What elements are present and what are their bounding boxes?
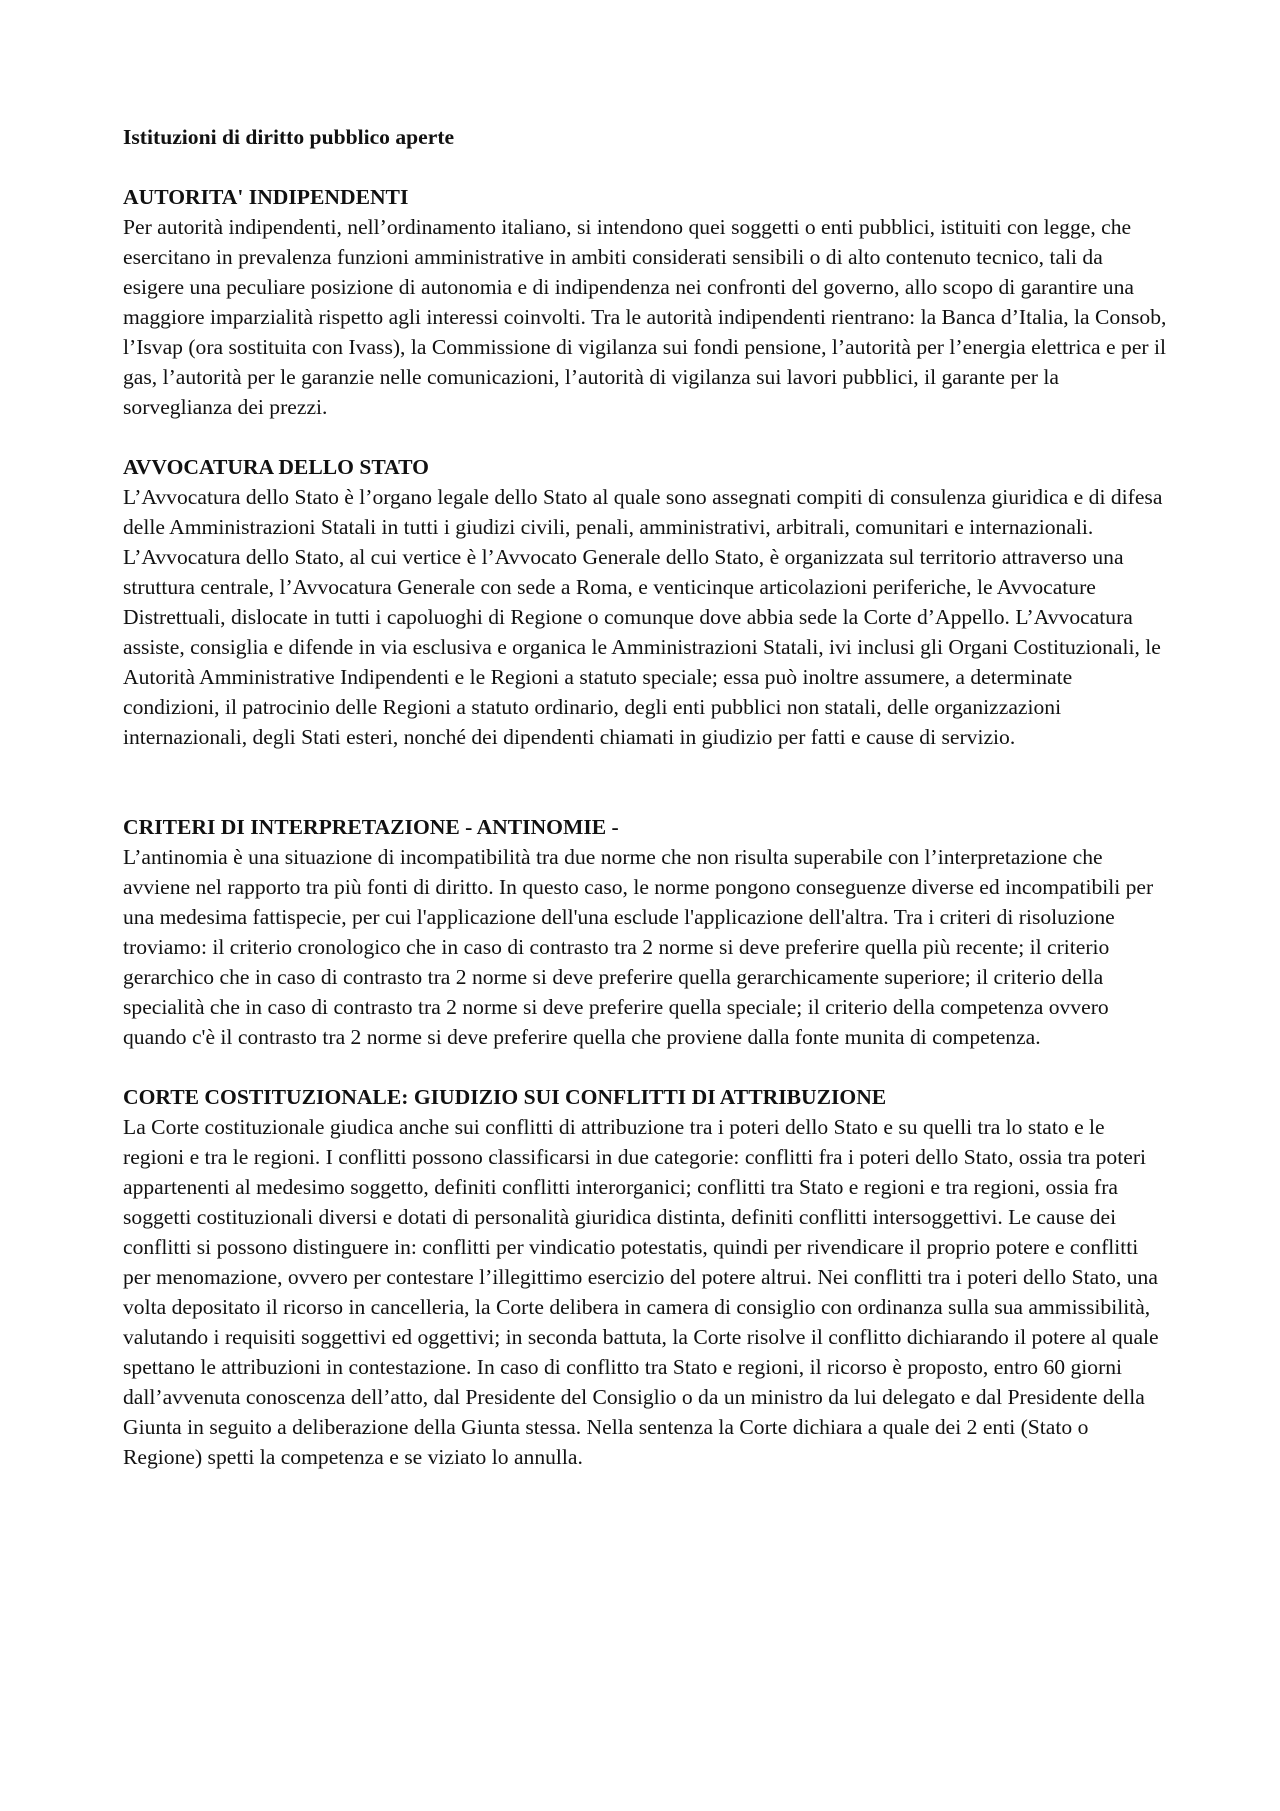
- section-avvocatura-dello-stato: [123, 452, 1168, 752]
- section-criteri-di-interpretazione: [123, 812, 1168, 1052]
- section-heading: AUTORITA' INDIPENDENTI: [123, 185, 409, 209]
- section-autorita-indipendenti: [123, 182, 1168, 422]
- section-heading: AVVOCATURA DELLO STATO: [123, 455, 429, 479]
- section-body: Per autorità indipendenti, nell’ordinamento italiano, si intendono quei soggetti o enti pubblici, istituiti con legge, che esercitano in prevalenza funzioni amministrative in ambiti considerati sensibili o di alto contenuto tecnico, tali da esigere una peculiare posizione di autonomia e di indipendenza nei confronti del governo, allo scopo di garantire una maggiore imparzialità rispetto agli interessi coinvolti. Tra le autorità indipendenti rientrano: la Banca d’Italia, la Consob, l’Isvap (ora sostituita con Ivass), la Commissione di vigilanza sui fondi pensione, l’autorità per l’energia elettrica e per il gas, l’autorità per le garanzie nelle comunicazioni, l’autorità di vigilanza sui lavori pubblici, il garante per la sorveglianza dei prezzi.: [123, 215, 1167, 419]
- document-page: [123, 122, 1168, 1502]
- section-heading: CRITERI DI INTERPRETAZIONE - ANTINOMIE -: [123, 815, 619, 839]
- section-heading: CORTE COSTITUZIONALE: GIUDIZIO SUI CONFLITTI DI ATTRIBUZIONE: [123, 1085, 887, 1109]
- section-corte-costituzionale: [123, 1082, 1168, 1472]
- section-body: L’antinomia è una situazione di incompatibilità tra due norme che non risulta superabile con l’interpretazione che avviene nel rapporto tra più fonti di diritto. In questo caso, le norme pongono conseguenze diverse ed incompatibili per una medesima fattispecie, per cui l'applicazione dell'una esclude l'applicazione dell'altra. Tra i criteri di risoluzione troviamo: il criterio cronologico che in caso di contrasto tra 2 norme si deve preferire quella più recente; il criterio gerarchico che in caso di contrasto tra 2 norme si deve preferire quella gerarchicamente superiore; il criterio della specialità che in caso di contrasto tra 2 norme si deve preferire quella speciale; il criterio della competenza ovvero quando c'è il contrasto tra 2 norme si deve preferire quella che proviene dalla fonte munita di competenza.: [123, 845, 1154, 1049]
- document-title: Istituzioni di diritto pubblico aperte: [123, 125, 455, 149]
- section-body: La Corte costituzionale giudica anche sui conflitti di attribuzione tra i poteri dello Stato e su quelli tra lo stato e le regioni e tra le regioni. I conflitti possono classificarsi in due categorie: conflitti fra i poteri dello Stato, ossia tra poteri appartenenti al medesimo soggetto, definiti conflitti interorganici; conflitti tra Stato e regioni e tra regioni, ossia fra soggetti costituzionali diversi e dotati di personalità giuridica distinta, definiti conflitti intersoggettivi. Le cause dei conflitti si possono distinguere in: conflitti per vindicatio potestatis, quindi per rivendicare il proprio potere e conflitti per menomazione, ovvero per contestare l’illegittimo esercizio del potere altrui. Nei conflitti tra i poteri dello Stato, una volta depositato il ricorso in cancelleria, la Corte delibera in camera di consiglio con ordinanza sulla sua ammissibilità, valutando i requisiti soggettivi ed oggettivi; in seconda battuta, la Corte risolve il conflitto dichiarando il potere al quale spettano le attribuzioni in contestazione. In caso di conflitto tra Stato e regioni, il ricorso è proposto, entro 60 giorni dall’avvenuta conoscenza dell’atto, dal Presidente del Consiglio o da un ministro da lui delegato e dal Presidente della Giunta in seguito a deliberazione della Giunta stessa. Nella sentenza la Corte dichiara a quale dei 2 enti (Stato o Regione) spetti la competenza e se viziato lo annulla.: [123, 1115, 1159, 1469]
- section-body: L’Avvocatura dello Stato è l’organo legale dello Stato al quale sono assegnati compiti di consulenza giuridica e di difesa delle Amministrazioni Statali in tutti i giudizi civili, penali, amministrativi, arbitrali, comunitari e internazionali. L’Avvocatura dello Stato, al cui vertice è l’Avvocato Generale dello Stato, è organizzata sul territorio attraverso una struttura centrale, l’Avvocatura Generale con sede a Roma, e venticinque articolazioni periferiche, le Avvocature Distrettuali, dislocate in tutti i capoluoghi di Regione o comunque dove abbia sede la Corte d’Appello. L’Avvocatura assiste, consiglia e difende in via esclusiva e organica le Amministrazioni Statali, ivi inclusi gli Organi Costituzionali, le Autorità Amministrative Indipendenti e le Regioni a statuto speciale; essa può inoltre assumere, a determinate condizioni, il patrocinio delle Regioni a statuto ordinario, degli enti pubblici non statali, delle organizzazioni internazionali, degli Stati esteri, nonché dei dipendenti chiamati in giudizio per fatti e cause di servizio.: [123, 485, 1163, 749]
